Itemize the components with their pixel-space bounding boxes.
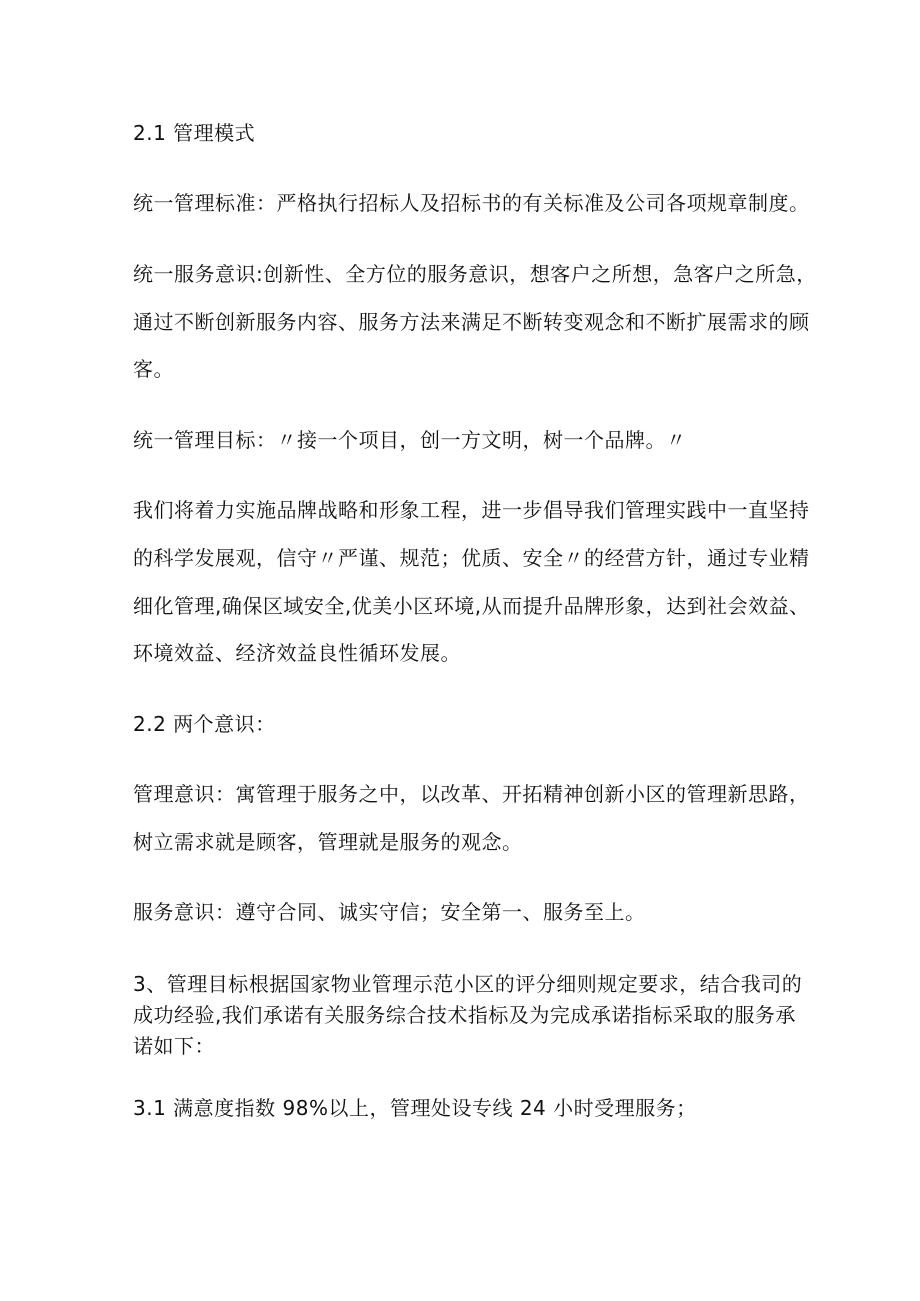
paragraph-line: 统一服务意识:创新性、全方位的服务意识，想客户之所想，急客户之所急， [133, 262, 817, 286]
paragraph-line: 成功经验,我们承诺有关服务综合技术指标及为完成承诺指标采取的服务承 [133, 1003, 796, 1027]
heading-2-1: 2.1 管理模式 [133, 121, 256, 145]
paragraph-line: 我们将着力实施品牌战略和形象工程，进一步倡导我们管理实践中一直坚持 [133, 498, 810, 522]
paragraph-line: 诺如下： [133, 1034, 215, 1058]
paragraph-line: 树立需求就是顾客，管理就是服务的观念。 [133, 830, 523, 854]
paragraph-line: 通过不断创新服务内容、服务方法来满足不断转变观念和不断扩展需求的顾 [133, 310, 810, 334]
heading-2-2: 2.2 两个意识： [133, 712, 276, 736]
paragraph-line: 管理意识：寓管理于服务之中，以改革、开拓精神创新小区的管理新思路， [133, 782, 810, 806]
paragraph-line: 统一管理标准：严格执行招标人及招标书的有关标准及公司各项规章制度。 [133, 191, 810, 215]
paragraph-line: 服务意识：遵守合同、诚实守信；安全第一、服务至上。 [133, 900, 646, 924]
paragraph-line: 细化管理,确保区域安全,优美小区环境,从而提升品牌形象，达到社会效益、 [133, 594, 810, 618]
paragraph-line: 环境效益、经济效益良性循环发展。 [133, 641, 461, 665]
heading-3-1: 3.1 满意度指数 98%以上，管理处设专线 24 小时受理服务； [133, 1096, 697, 1120]
paragraph-line: 的科学发展观，信守〃严谨、规范；优质、安全〃的经营方针，通过专业精 [133, 546, 810, 570]
paragraph-line: 统一管理目标：〃接一个项目，创一方文明，树一个品牌。〃 [133, 428, 687, 452]
paragraph-line: 客。 [133, 357, 174, 381]
paragraph-line: 3、管理目标根据国家物业管理示范小区的评分细则规定要求，结合我司的 [133, 972, 803, 996]
